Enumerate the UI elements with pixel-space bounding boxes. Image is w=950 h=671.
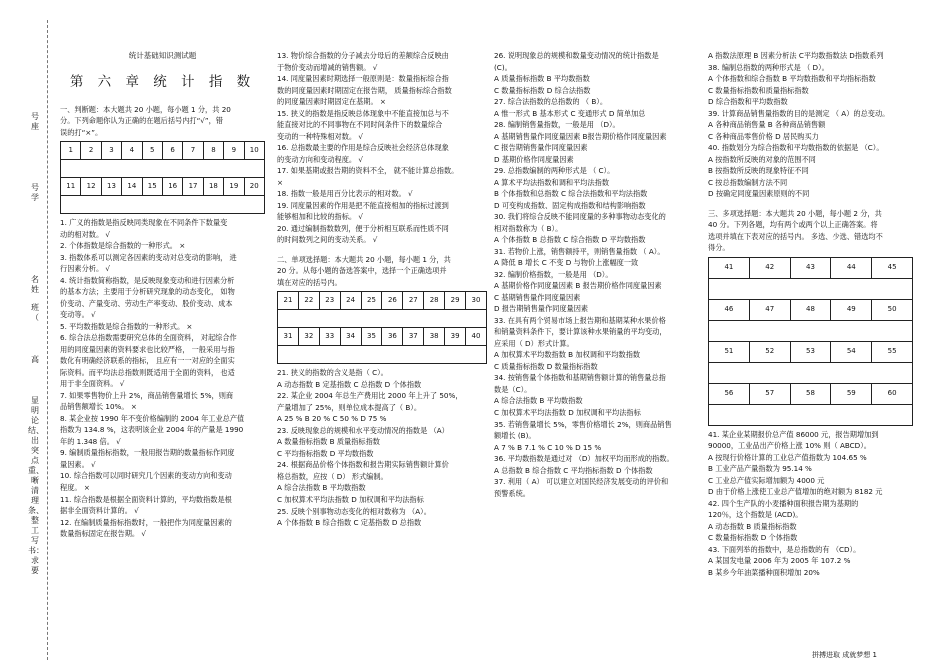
question-line: 于物价变动而增减的销售额。 √ (277, 62, 378, 72)
question-line: 17. 如果基期或报告期的资料不全， 就不能计算总指数。 (277, 166, 459, 176)
grid-cell: 47 (749, 299, 790, 320)
grid-cell: 7 (183, 142, 203, 160)
question-line: C 平均指标指数 D 平均数指数 (277, 448, 374, 458)
question-line: B 按指数所反映的现象特征不同 (708, 166, 809, 176)
grid-cell: 50 (872, 299, 913, 320)
question-line: 28. 编制销售量指数，一般是用 （D）。 (494, 120, 620, 130)
question-line: 的基本方法；主要用于分析研究现象的动态变化， 如物 (60, 287, 235, 297)
question-line: 11. 综合指数是根据全面资料计算的，平均数指数是根 (60, 494, 232, 504)
question-line: A 加权算术平均数指数 B 加权调和平均数指数 (494, 350, 641, 360)
grid-cell: 48 (790, 299, 831, 320)
question-line: 33. 在具有两个贸易市场上报告期和基期某种水果价格 (494, 315, 666, 325)
question-line: D 可变构成指数、固定构成指数和结构影响指数 (494, 200, 646, 210)
grid-cell: 51 (709, 341, 750, 362)
section-2-intro (277, 254, 487, 289)
margin-grade-label: 高 (31, 355, 39, 364)
question-line: 36. 平均数指数是通过对 （D）加权平均而形成的指数。 (494, 454, 674, 464)
question-line: A 个体指数 B 总指数 C 综合指数 D 平均数指数 (494, 235, 646, 245)
question-line: A 指数法原理 B 因素分析法 C平均数指数法 D指数系列 (708, 51, 884, 60)
question-line: C 各种商品零售价格 D 居民购买力 (708, 131, 819, 141)
cut-line (47, 20, 48, 660)
grid-cell: 56 (709, 383, 750, 404)
answer-cell-blank[interactable] (61, 160, 265, 178)
question-line: 2. 个体指数是综合指数的一种形式。 × (60, 241, 186, 251)
question-line: B 个体指数和总指数 C 综合法指数和平均法指数 (494, 189, 648, 199)
question-line: A 算术平均法指数和调和平均法指数 (494, 177, 610, 187)
true-false-questions-cont (277, 50, 487, 246)
question-line: 数化有明确经济联系的指标， 且应有一一对应的全面实 (60, 356, 235, 366)
grid-cell: 35 (361, 328, 382, 346)
question-line: 43. 下面列举的指数中，是总指数的有 （CD）。 (708, 544, 861, 554)
question-line: D 由于价格上涨使工业总产值增加的绝对额为 8182 元 (708, 487, 883, 497)
question-line: 用的同度量因素的资料要求也比较严格， 一般采用与指 (60, 344, 235, 354)
question-line: 用于非全面资料。 √ (60, 379, 125, 389)
grid-cell: 52 (749, 341, 790, 362)
answer-cell-blank[interactable] (709, 362, 913, 383)
question-line: A 7 % B 7.1 % C 10 % D 15 % (494, 442, 602, 452)
question-line: 22. 某企业 2004 年总生产费用比 2000 年上升了 50%， (277, 391, 463, 401)
answer-cell-blank[interactable] (278, 346, 487, 364)
exam-subtitle: 统计基础知识测试题 (128, 51, 197, 60)
question-line: 26. 说明现象总的规模和数量变动情况的统计指数是 (494, 51, 659, 60)
question-line: D 基期价格作同度量因素 (494, 154, 574, 164)
question-line: 和销量资料条件下，要计算该种水果销量的平均变动， (494, 327, 667, 337)
question-line: 21. 狭义的指数的含义是指（ C）。 (277, 368, 388, 378)
answer-grid-1 (60, 141, 265, 214)
grid-cell: 6 (162, 142, 182, 160)
question-line: C 工业总产值实际增加额为 4000 元 (708, 475, 825, 485)
question-line: 30. 我们将综合反映不能同度量的多种事物动态变化的 (494, 212, 666, 222)
question-line: 3. 指数体系可以测定各因素的变动对总变动的影响， 进 (60, 252, 237, 262)
question-line: 变动等。 √ (60, 310, 96, 320)
true-false-questions (60, 217, 265, 539)
margin-seat-label: 号座 (31, 112, 39, 131)
margin-class-label: 班（ (31, 303, 39, 322)
question-line: 据非全面资料计算的。 √ (60, 506, 139, 516)
margin-name-label: 名姓 (31, 275, 39, 294)
question-line: C 数量指标指数 D 个体指数 (708, 533, 798, 543)
question-line: 29. 总指数编制的两种形式是 （ C）。 (494, 166, 615, 176)
margin-requirements: 显明论结、出突点重、晰清理条、整工写书：求要 (28, 396, 44, 575)
question-line: 额增长 (B)。 (494, 431, 536, 441)
grid-cell: 40 (466, 328, 487, 346)
single-choice-questions-end (708, 50, 913, 200)
question-line: D 按确定同度量因素原则的不同 (708, 189, 810, 199)
grid-cell: 29 (445, 292, 466, 310)
grid-cell: 37 (403, 328, 424, 346)
grid-cell: 10 (244, 142, 264, 160)
grid-cell: 49 (831, 299, 872, 320)
intro-line: 得分。 (708, 243, 730, 253)
question-line: 行因素分析。 √ (60, 264, 110, 274)
grid-cell: 54 (831, 341, 872, 362)
section-1-intro (60, 104, 265, 139)
answer-cell-blank[interactable] (709, 404, 913, 425)
question-line: 15. 狭义的指数是指反映总体现象中不能直接加总与不 (277, 108, 449, 118)
question-line: C 加权算术平均法指数 D 加权调和平均法指标 (494, 407, 641, 417)
question-line: 品销售额增长 10%。 × (60, 402, 137, 412)
question-line: A 数量指标指数 B 质量指标指数 (277, 437, 380, 447)
question-line: 6. 综合法总指数需要研究总体的全面资料， 对起综合作 (60, 333, 237, 343)
grid-cell: 30 (466, 292, 487, 310)
grid-cell: 19 (224, 178, 244, 196)
answer-cell-blank[interactable] (278, 310, 487, 328)
question-line: 的同度量因素时期固定在基期。 × (277, 97, 386, 107)
question-line: 的时间数列之间的变动关系。 √ (277, 235, 378, 245)
question-line: 量因素。 √ (60, 459, 96, 469)
question-line: 23. 反映现象总的规模和水平变动情况的指数是 （A） (277, 425, 449, 435)
grid-cell: 21 (278, 292, 299, 310)
grid-cell: 22 (298, 292, 319, 310)
question-line: A 综合法指数 B 平均数指数 (494, 396, 583, 406)
grid-cell: 8 (203, 142, 223, 160)
grid-cell: 23 (319, 292, 340, 310)
grid-cell: 16 (162, 178, 182, 196)
single-choice-questions (277, 367, 487, 528)
question-line: C 报告期销售量作同度量因素 (494, 143, 588, 153)
question-line: 41. 某企业某期报价总产值 86000 元，报告期增加到 (708, 429, 879, 439)
intro-line: 一、判断题：本大题共 20 小题，每小题 1 分，共 20 (60, 104, 231, 114)
column-4 (708, 50, 913, 578)
question-line: 16. 总指数最主要的作用是综合反映社会经济总体现象 (277, 143, 449, 153)
multiple-choice-questions (708, 429, 913, 579)
grid-cell: 12 (81, 178, 101, 196)
question-line: 25. 反映个别事物动态变化的相对数称为 （A）。 (277, 506, 431, 516)
question-line: 27. 综合法指数的总指数的 （ B）。 (494, 97, 608, 107)
question-line: 指数为 134.8 %，这表明该企业 2004 年的产量是 1990 (60, 425, 244, 435)
intro-line: 填在对应的括号内。 (277, 277, 342, 287)
question-line: 19. 同度量因素的作用是把不能直接相加的指标过渡到 (277, 200, 449, 210)
intro-line: 20 分。从每小题的备选答案中，选择一个正确选项并 (277, 266, 447, 276)
question-line: B 工业产品产量指数为 95.14 % (708, 464, 812, 474)
question-line: 10. 综合指数可以同时研究几个因素的变动方向和变动 (60, 471, 232, 481)
binding-margin (0, 0, 50, 671)
question-line: A 基期价格作同度量因素 B 报告期价格作同度量因素 (494, 281, 662, 291)
question-line: A 动态指数 B 质量指标指数 (708, 521, 797, 531)
question-line: C 质量指标指数 D 数量指标指数 (494, 361, 598, 371)
question-line: 32. 编制价格指数，一般是用 （D）。 (494, 269, 613, 279)
grid-cell: 39 (445, 328, 466, 346)
grid-cell: 31 (278, 328, 299, 346)
question-line: 格总指数，应按（ D） 形式编制。 (277, 471, 388, 481)
question-line: 程度。 × (60, 483, 90, 492)
question-line: 预警系统。 (494, 488, 530, 498)
single-choice-questions-cont (494, 50, 701, 499)
question-line: 31. 若物价上涨，销售额持平，则销售量指数 （ A）。 (494, 246, 665, 256)
grid-cell: 41 (709, 257, 750, 278)
column-1 (60, 50, 265, 540)
question-line: 能够相加和比较的指标。 √ (277, 212, 363, 222)
question-line: C 按总指数编制方法不同 (708, 177, 788, 187)
question-line: A 25 % B 20 % C 50 % D 75 % (277, 414, 387, 424)
grid-cell: 4 (122, 142, 142, 160)
question-line: 数量指标固定在报告期。 √ (60, 529, 146, 539)
grid-cell: 14 (122, 178, 142, 196)
grid-cell: 13 (101, 178, 121, 196)
grid-cell: 36 (382, 328, 403, 346)
question-line: 相对指数称为（ B）。 (494, 223, 563, 233)
question-line: 14. 同度量因素时期选择一般原则是：数量指标综合指 (277, 74, 449, 84)
margin-student-id-label: 号学 (31, 183, 39, 202)
column-2 (277, 50, 487, 529)
answer-grid-2 (277, 291, 487, 364)
question-line: A 惟一形式 B 基本形式 C 变通形式 D 简单加总 (494, 108, 646, 118)
question-line: A 某国发电量 2006 年为 2005 年 107.2 % (708, 556, 851, 566)
grid-cell: 45 (872, 257, 913, 278)
grid-cell: 42 (749, 257, 790, 278)
question-line: A 个体指数 B 综合指数 C 定基指数 D 总指数 (277, 518, 422, 528)
grid-cell: 5 (142, 142, 162, 160)
grid-cell: 55 (872, 341, 913, 362)
question-line: 变动的一种特殊相对数。 √ (277, 131, 363, 141)
question-line: 能直接对比的不同事物在不同时间条件下的数量综合 (277, 120, 443, 130)
question-line: C 基期销售量作同度量因素 (494, 292, 581, 302)
question-line: A 按指数所反映的对象的范围不同 (708, 154, 816, 164)
question-line: 7. 如果零售物价上升 2%，商品销售量增长 5%，则商 (60, 390, 234, 400)
question-line: C 数量指标指数和质量指标指数 (708, 85, 809, 95)
answer-grid-3 (708, 257, 913, 426)
question-line: 数的同度量因素时期固定在报告期， 质量指标综合指数 (277, 85, 452, 95)
question-line: 34. 按销售量个体指数和基期销售额计算的销售量总指 (494, 373, 666, 383)
grid-cell: 60 (872, 383, 913, 404)
grid-cell: 46 (709, 299, 750, 320)
question-line: 的变动方向和变动程度。 √ (277, 154, 363, 164)
question-line: 18. 指数一般是用百分比表示的相对数。 √ (277, 189, 413, 199)
grid-cell: 20 (244, 178, 264, 196)
intro-line: 分。下列命题你认为正确的在题后括号内打“√”，错 (60, 116, 223, 126)
question-line: 12. 在编制质量指标指数时，一般把作为同度量因素的 (60, 517, 232, 527)
answer-cell-blank[interactable] (61, 196, 265, 214)
question-line: A 动态指数 B 定基指数 C 总指数 D 个体指数 (277, 379, 422, 389)
question-line: 际资料。而平均法总指数则既适用于全面的资料， 也适 (60, 367, 235, 377)
question-line: 9. 编制质量指标指数，一般用报告期的数量指标作同度 (60, 448, 235, 458)
grid-cell: 24 (340, 292, 361, 310)
question-line: 39. 计算商品销售量指数的目的是测定 （ A）的总变动。 (708, 108, 890, 118)
grid-cell: 34 (340, 328, 361, 346)
grid-cell: 28 (424, 292, 445, 310)
grid-cell: 15 (142, 178, 162, 196)
question-line: 年的 1.348 倍。 √ (60, 436, 121, 446)
grid-cell: 59 (831, 383, 872, 404)
question-line: 40. 指数划分为综合指数和平均数指数的依据是 （C）。 (708, 143, 884, 153)
question-line: 5. 平均数指数是综合指数的一种形式。 × (60, 321, 193, 331)
question-line: 38. 编制总指数的两种形式是 （ D）。 (708, 62, 829, 72)
question-line: (C)。 (494, 62, 512, 72)
question-line: 4. 统计指数简称指数，是反映现象变动和进行因素分析 (60, 275, 235, 285)
answer-cell-blank[interactable] (709, 320, 913, 341)
intro-line: 误的打“×”。 (60, 127, 103, 137)
question-line: C 加权算术平均法指数 D 加权调和平均法指标 (277, 494, 424, 504)
grid-cell: 1 (61, 142, 81, 160)
grid-cell: 53 (790, 341, 831, 362)
question-line: × (277, 177, 284, 187)
page-footer: 拼搏进取 成就梦想 1 (812, 651, 877, 659)
grid-cell: 38 (424, 328, 445, 346)
question-line: A 降低 B 增长 C 不变 D 与物价上涨幅度一致 (494, 258, 639, 268)
question-line: A 质量指标指数 B 平均数指数 (494, 74, 590, 84)
grid-cell: 33 (319, 328, 340, 346)
section-3-intro (708, 208, 913, 254)
question-line: 42. 四个生产队的小麦播种面积报告期为基期的 (708, 498, 859, 508)
question-line: 20. 通过编制指数数列，便于分析相互联系而性质不同 (277, 223, 449, 233)
grid-cell: 32 (298, 328, 319, 346)
question-line: 24. 根据商品价格个体指数和报告期实际销售额计算价 (277, 460, 449, 470)
question-line: 数是（C）。 (494, 384, 532, 394)
question-line: 35. 若销售量增长 5%，零售价格增长 2%，则商品销售 (494, 419, 672, 429)
grid-cell: 9 (224, 142, 244, 160)
grid-cell: 17 (183, 178, 203, 196)
question-line: B 某乡今年油菜播种面积增加 20% (708, 567, 820, 577)
intro-line: 40 分。下列各题，均有两个或两个以上正确答案。将 (708, 220, 878, 230)
question-line: 13. 物价综合指数的分子减去分母后的差额综合反映由 (277, 51, 449, 60)
question-line: A 按现行价格计算的工业总产值指数为 104.65 % (708, 452, 867, 462)
question-line: 动的相对数。 √ (60, 229, 110, 239)
question-line: D 报告期销售量作同度量因素 (494, 304, 589, 314)
question-line: A 各种商品销售量 B 各种商品销售额 (708, 120, 826, 130)
intro-line: 二、单项选择题：本大题共 20 小题，每小题 1 分，共 (277, 254, 451, 264)
column-3 (494, 50, 701, 499)
grid-cell: 3 (101, 142, 121, 160)
question-line: 产量增加了 25%，则单位成本提高了（ B）。 (277, 402, 422, 412)
grid-cell: 58 (790, 383, 831, 404)
grid-cell: 26 (382, 292, 403, 310)
question-line: A 个体指数和综合指数 B 平均数指数和平均指标指数 (708, 74, 876, 84)
grid-cell: 18 (203, 178, 223, 196)
intro-line: 选项并填在下表对应的括号内。 多选、少选、错选均不 (708, 231, 883, 241)
grid-cell: 57 (749, 383, 790, 404)
question-line: 37. 利用（ A） 可以建立对国民经济发展变动的评价和 (494, 477, 669, 487)
question-line: A 综合法指数 B 平均数指数 (277, 483, 366, 493)
question-line: 应采用（ D）形式计算。 (494, 338, 574, 348)
question-line: 1. 广义的指数是指反映同类现象在不同条件下数量变 (60, 218, 228, 228)
grid-cell: 43 (790, 257, 831, 278)
answer-cell-blank[interactable] (709, 278, 913, 299)
question-line: 120％，这个指数是 (ACD)。 (708, 510, 803, 520)
grid-cell: 25 (361, 292, 382, 310)
question-line: 价变动、产量变动、劳动生产率变动、股价变动、成本 (60, 298, 233, 308)
question-line: D 综合指数和平均数指数 (708, 97, 788, 107)
question-line: 8. 某企业按 1990 年不变价格编制的 2004 年工业总产值 (60, 413, 245, 423)
question-line: C 数量指标指数 D 综合法指数 (494, 85, 591, 95)
grid-cell: 11 (61, 178, 81, 196)
grid-cell: 2 (81, 142, 101, 160)
intro-line: 三、多项选择题：本大题共 20 小题，每小题 2 分，共 (708, 208, 882, 218)
question-line: 90000，工业品出产价格上涨 10% 则（ ABCD）。 (708, 441, 871, 451)
grid-cell: 44 (831, 257, 872, 278)
chapter-title: 第 六 章 统 计 指 数 (69, 74, 256, 90)
grid-cell: 27 (403, 292, 424, 310)
question-line: A 总指数 B 综合指数 C 平均指标指数 D 个体指数 (494, 465, 653, 475)
question-line: A 基期销售量作同度量因素 B报告期价格作同度量因素 (494, 131, 667, 141)
